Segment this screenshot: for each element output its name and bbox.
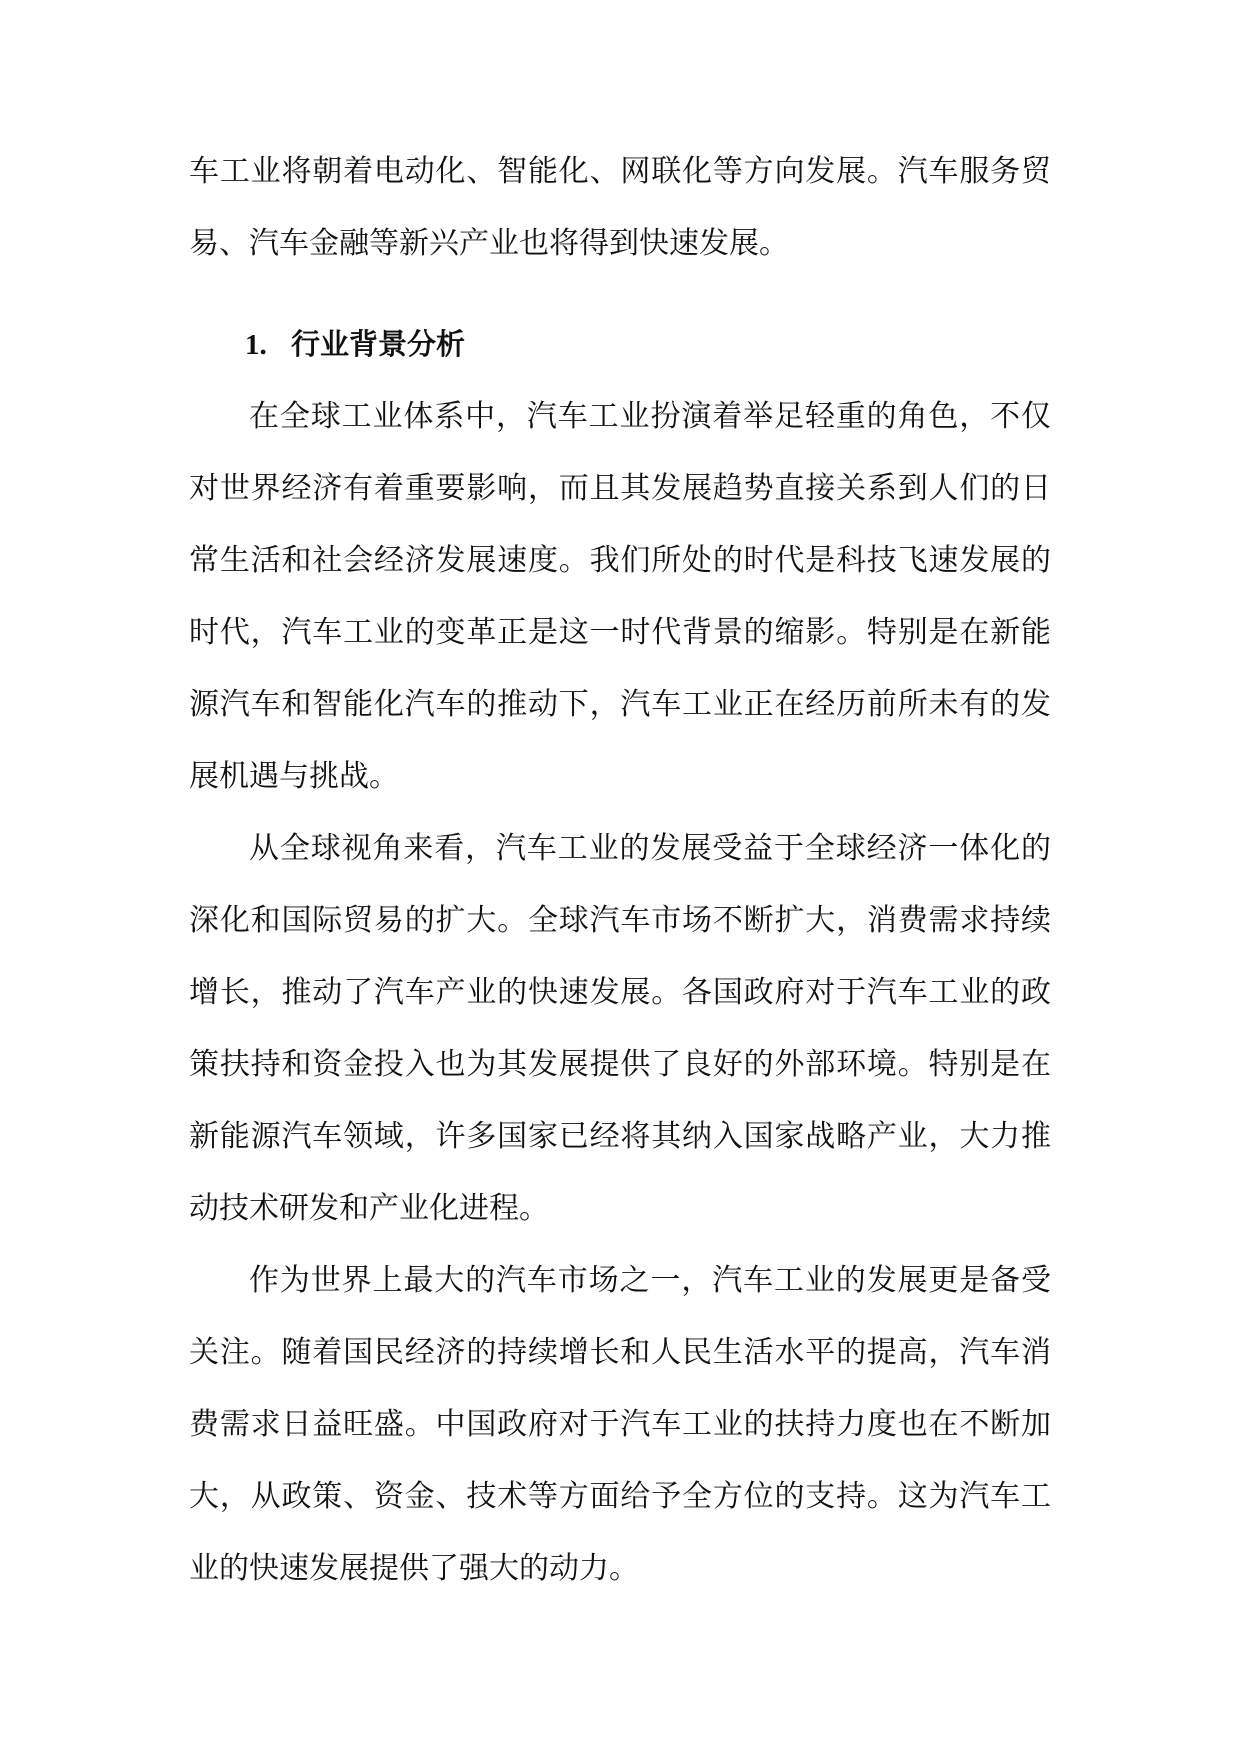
body-paragraph-1: 在全球工业体系中，汽车工业扮演着举足轻重的角色，不仅对世界经济有着重要影响，而且其发展趋势直接关系到人们的日常生活和社会经济发展速度。我们所处的时代是科技飞速发展的时代，汽车工业的变革正是这一时代背景的缩影。特别是在新能源汽车和智能化汽车的推动下，汽车工业正在经历前所未有的发展机遇与挑战。 — [189, 399, 1051, 794]
intro-paragraph: 车工业将朝着电动化、智能化、网联化等方向发展。汽车服务贸易、汽车金融等新兴产业也将得到快速发展。 — [189, 154, 1051, 261]
section-number: 1. — [245, 329, 267, 361]
section-heading — [189, 308, 1051, 381]
body-paragraph-3: 作为世界上最大的汽车市场之一，汽车工业的发展更是备受关注。随着国民经济的持续增长和人民生活水平的提高，汽车消费需求日益旺盛。中国政府对于汽车工业的扶持力度也在不断加大，从政策、资金、技术等方面给予全方位的支持。这为汽车工业的快速发展提供了强大的动力。 — [189, 1263, 1051, 1586]
section-title: 行业背景分析 — [291, 327, 466, 361]
body-paragraph-2: 从全球视角来看，汽车工业的发展受益于全球经济一体化的深化和国际贸易的扩大。全球汽车市场不断扩大，消费需求持续增长，推动了汽车产业的快速发展。各国政府对于汽车工业的政策扶持和资金投入也为其发展提供了良好的外部环境。特别是在新能源汽车领域，许多国家已经将其纳入国家战略产业，大力推动技术研发和产业化进程。 — [189, 831, 1051, 1226]
document-body — [189, 136, 1051, 1605]
